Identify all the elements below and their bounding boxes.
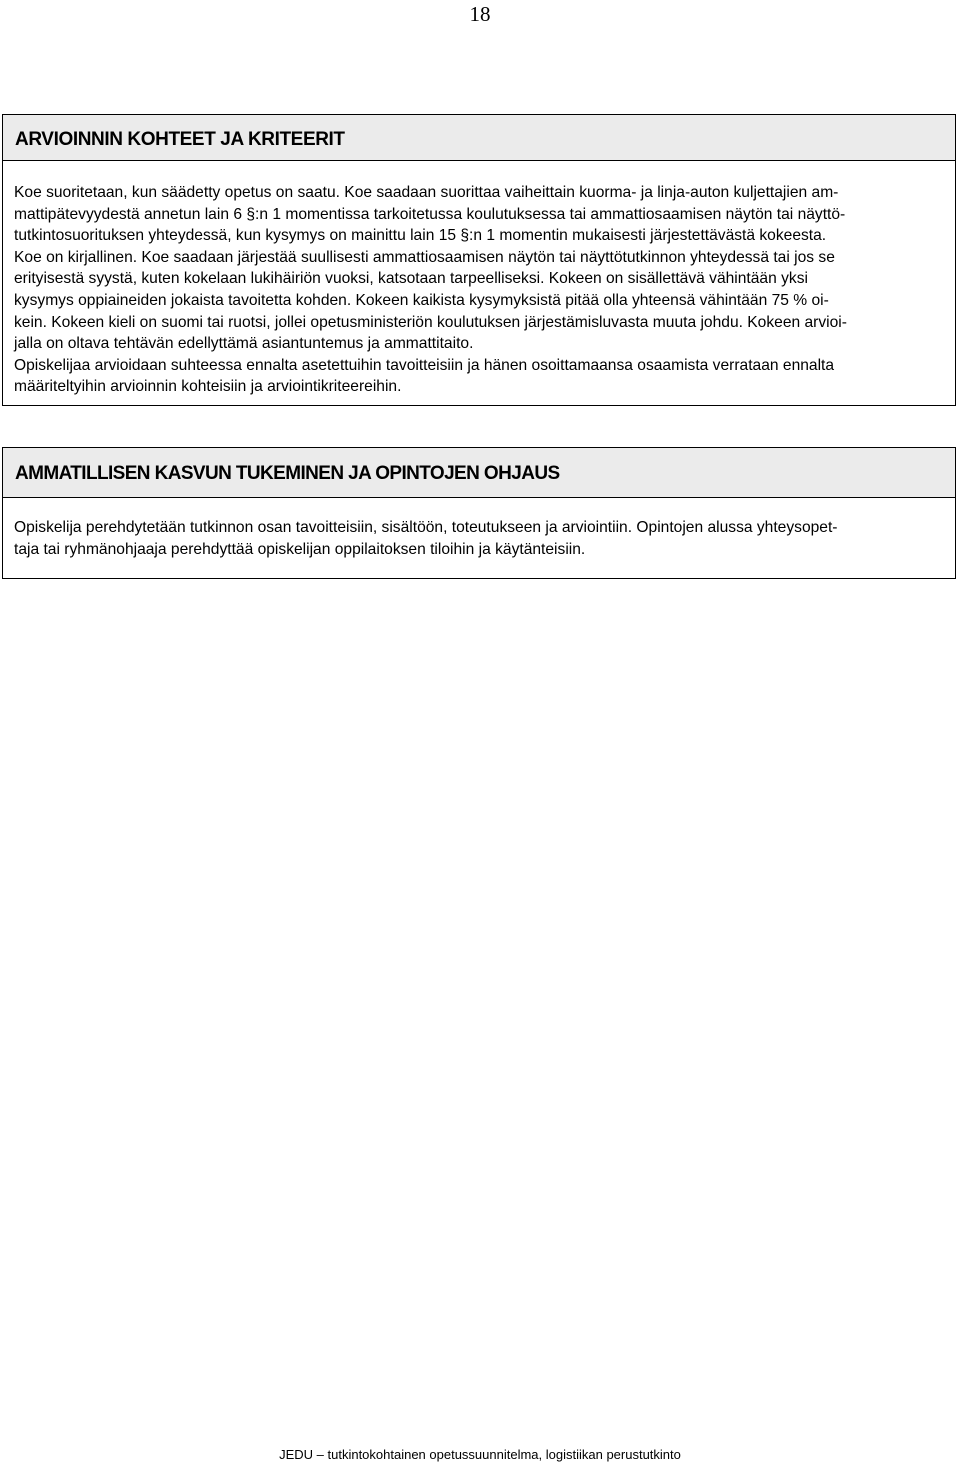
- paragraph-line: määriteltyihin arvioinnin kohteisiin ja arviointikriteereihin.: [14, 378, 402, 396]
- section-guidance: [2, 447, 956, 579]
- page-number: 18: [469, 2, 491, 26]
- section-assessment: [2, 114, 956, 406]
- paragraph-line: tutkintosuorituksen yhteydessä, kun kysymys on mainittu lain 15 §:n 1 momentin mukaisesti järjestettävästä kokeesta.: [14, 227, 827, 245]
- page-footer: JEDU – tutkintokohtainen opetussuunnitelma, logistiikan perustutkinto: [279, 1447, 681, 1462]
- paragraph-line: jalla on oltava tehtävän edellyttämä asiantuntemus ja ammattitaito.: [14, 335, 474, 353]
- section-guidance-body: [3, 498, 955, 560]
- paragraph-line: erityisestä syystä, kuten kokelaan lukihäiriön vuoksi, katsotaan tarpeelliseksi. Kokeen on sisällettävä vähintään yksi: [14, 270, 808, 288]
- paragraph-line: Opiskelija perehdytetään tutkinnon osan tavoitteisiin, sisältöön, toteutukseen ja arviointiin. Opintojen alussa yhteysopet-: [14, 519, 838, 536]
- paragraph-line: mattipätevyydestä annetun lain 6 §:n 1 momentissa tarkoitetussa koulutuksessa tai ammattiosaamisen näytön tai näyttö-: [14, 205, 846, 223]
- paragraph-line: Koe suoritetaan, kun säädetty opetus on saatu. Koe saadaan suorittaa vaiheittain kuorma- ja linja-auton kuljettajien am-: [14, 184, 839, 201]
- section-assessment-title: ARVIOINNIN KOHTEET JA KRITEERIT: [3, 115, 955, 161]
- paragraph-line: kein. Kokeen kieli on suomi tai ruotsi, jollei opetusministeriön koulutuksen järjestämisluvasta muuta johdu. Kokeen arvioi-: [14, 313, 847, 331]
- paragraph-line: Opiskelijaa arvioidaan suhteessa ennalta asetettuihin tavoitteisiin ja hänen osoittamaansa osaamista verrataan ennalta: [14, 356, 835, 374]
- section-guidance-title: AMMATILLISEN KASVUN TUKEMINEN JA OPINTOJEN OHJAUS: [3, 448, 955, 498]
- section-assessment-body: [3, 161, 955, 398]
- paragraph-line: Koe on kirjallinen. Koe saadaan järjestää suullisesti ammattiosaamisen näytön tai näyttötutkinnon yhteydessä tai jos se: [14, 248, 835, 266]
- paragraph-line: kysymys oppiaineiden jokaista tavoitetta kohden. Kokeen kaikista kysymyksistä pitää olla yhteensä vähintään 75 % oi-: [14, 291, 829, 309]
- paragraph-line: taja tai ryhmänohjaaja perehdyttää opiskelijan oppilaitoksen tiloihin ja käytänteisiin.: [14, 540, 586, 558]
